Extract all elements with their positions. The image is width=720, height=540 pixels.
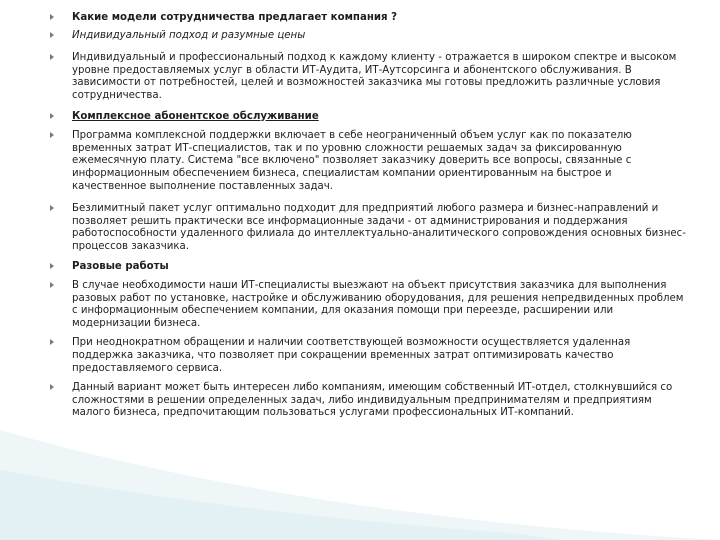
triangle-right-icon <box>50 32 54 38</box>
triangle-right-icon <box>50 384 54 390</box>
item-text: В случае необходимости наши ИТ-специалисты выезжают на объект присутствия заказчика для выполнения разовых работ по установке, настройке и обслуживанию оборудования, для решения непредвиденных проблем с информационным обеспечением компании, для оказания помощи при переезде, расширении или модернизации бизнеса. <box>72 280 684 329</box>
item-text: Данный вариант может быть интересен либо компаниям, имеющим собственный ИТ-отдел, столкнувшийся со сложностями в решении определенных задач, либо индивидуальным предпринимателям и предприятиям малого бизнеса, предпочитающим пользоваться услугами профессиональных ИТ-компаний. <box>72 382 673 419</box>
list-item <box>46 12 688 25</box>
item-text: Какие модели сотрудничества предлагает компания ? <box>72 12 398 23</box>
triangle-right-icon <box>50 113 54 119</box>
triangle-right-icon <box>50 14 54 20</box>
list-item <box>46 30 688 43</box>
list-item <box>46 337 688 375</box>
list-item <box>46 203 688 253</box>
triangle-right-icon <box>50 205 54 211</box>
list-item <box>46 52 688 102</box>
list-item <box>46 111 688 124</box>
triangle-right-icon <box>50 263 54 269</box>
item-text: Комплексное абонентское обслуживание <box>72 110 319 122</box>
item-text: При неоднократном обращении и наличии соответствующей возможности осуществляется удаленная поддержка заказчика, что позволяет при сокращении временных затрат оптимизировать качество предоставляемого сервиса. <box>72 337 631 374</box>
triangle-right-icon <box>50 132 54 138</box>
item-text: Разовые работы <box>72 260 169 272</box>
item-text: Индивидуальный и профессиональный подход к каждому клиенту - отражается в широком спектре и высоком уровне предоставляемых услуг в области ИТ-Аудита, ИТ-Аутсорсинга и абонентского обслуживания. В зависимости от потребностей, целей и возможностей заказчика мы готовы предложить различные условия сотрудничества. <box>72 52 677 101</box>
item-text: Программа комплексной поддержки включает в себе неограниченный объем услуг как по показателю временных затрат ИТ-специалистов, так и по уровню сложности решаемых задач за фиксированную ежемесячную плату. Система "все включено" позволяет заказчику доверить все вопросы, связанные с информационным обеспечением бизнеса, специалистам компании ориентированным на быстрое и качественное выполнение поставленных задач. <box>72 130 632 192</box>
list-item <box>46 130 688 193</box>
item-text: Индивидуальный подход и разумные цены <box>72 29 306 41</box>
list-item <box>46 382 688 420</box>
list-item <box>46 261 688 274</box>
list-item <box>46 280 688 330</box>
triangle-right-icon <box>50 54 54 60</box>
triangle-right-icon <box>50 282 54 288</box>
bullet-list <box>46 12 688 420</box>
triangle-right-icon <box>50 339 54 345</box>
item-text: Безлимитный пакет услуг оптимально подходит для предприятий любого размера и бизнес-направлений и позволяет решить практически все информационные задачи - от администрирования и поддержания работоспособности удаленного филиала до интеллектуально-аналитического сопровождения основных бизнес-процессов заказчика. <box>72 203 686 252</box>
